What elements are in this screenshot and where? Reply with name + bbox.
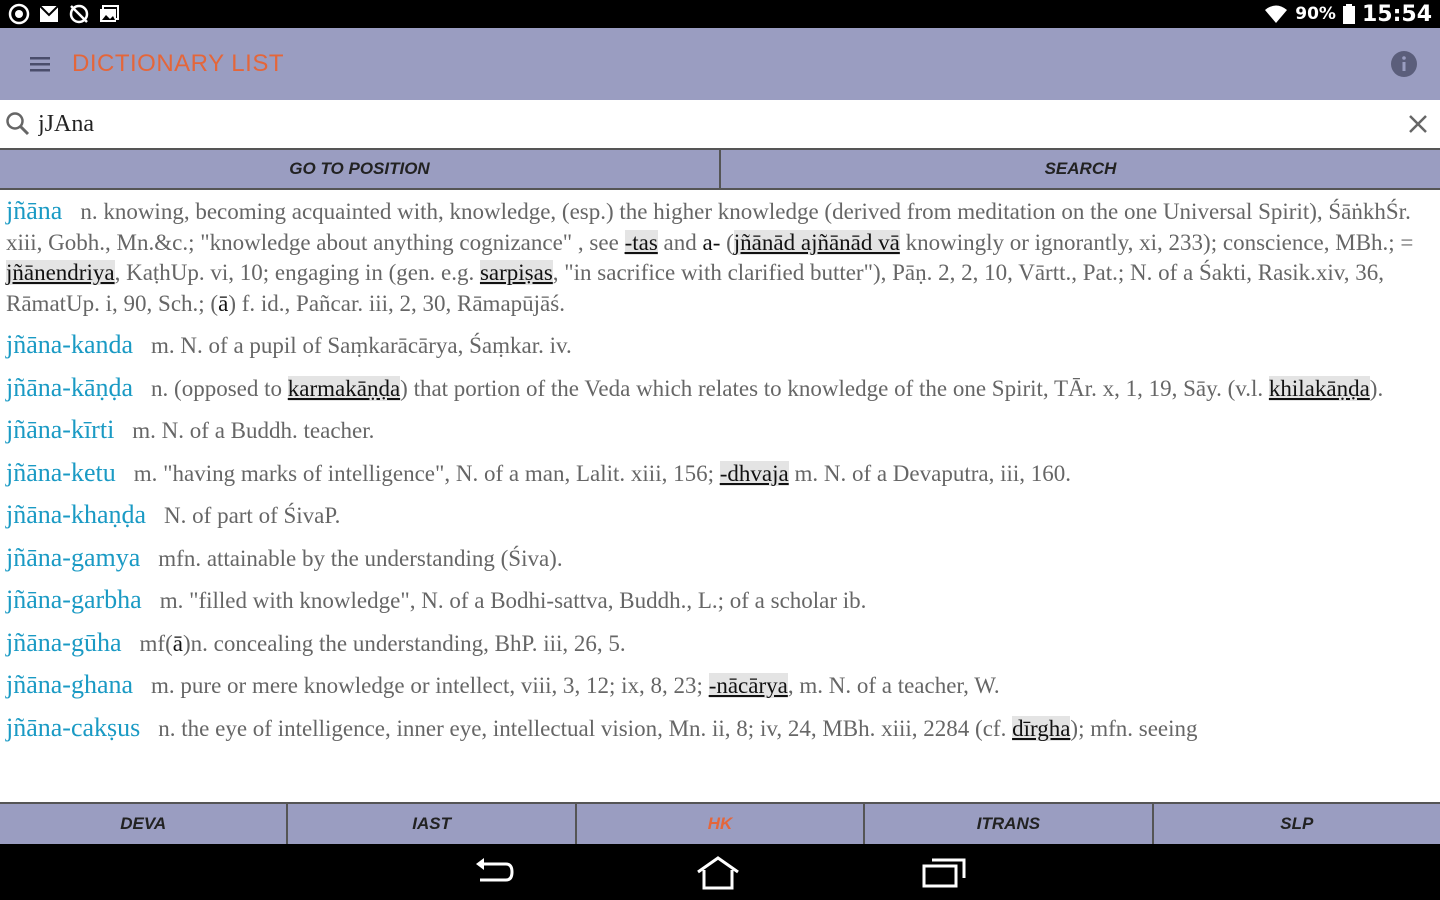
cross-reference-link[interactable]: khilakāṇḍa (1268, 375, 1370, 401)
page-title: DICTIONARY LIST (72, 50, 284, 77)
cross-reference-link[interactable]: jñānād ajñānād vā (733, 229, 900, 255)
headword-link[interactable]: jñāna (6, 196, 63, 225)
search-icon (4, 110, 32, 138)
emphasis-text: a- (702, 229, 721, 255)
definition-text: mf( (139, 630, 173, 656)
list-item[interactable] (0, 411, 1440, 454)
hamburger-icon (29, 55, 51, 73)
battery-percent: 90% (1295, 4, 1336, 24)
definition-text: m. N. of a Buddh. teacher. (132, 418, 375, 443)
emphasis-text: ā (172, 630, 183, 656)
recent-apps-icon[interactable] (920, 856, 968, 890)
definition-text: ) that portion of the Veda which relates to knowledge of the one Spirit, TĀr. x, 1, 19, Sāy. (v.l. (400, 375, 1269, 401)
photos-icon (98, 3, 120, 25)
definition-text: n. knowing, becoming acquainted with, knowledge, (esp.) the higher knowledge (derived from meditation on the one Universal Spirit), ŚāṅkhŚr. xiii, Gobh., Mn.&c.; "knowledge about anything cognizance" , see (6, 199, 1411, 255)
list-item[interactable] (0, 369, 1440, 412)
wifi-icon (1263, 3, 1289, 25)
close-icon[interactable] (1406, 112, 1430, 136)
headword-link[interactable]: jñāna-ghana (6, 670, 134, 699)
headword-link[interactable]: jñāna-gamya (6, 542, 141, 572)
script-button-deva[interactable]: DEVA (0, 804, 288, 844)
list-item[interactable] (0, 192, 1440, 326)
search-input[interactable] (38, 106, 1378, 142)
home-icon[interactable] (694, 856, 742, 890)
menu-button[interactable] (18, 48, 62, 80)
list-item[interactable] (0, 666, 1440, 709)
action-bar (0, 150, 1440, 190)
status-right (1263, 0, 1432, 28)
headword-link[interactable]: jñāna-ketu (6, 457, 116, 487)
list-item[interactable] (0, 624, 1440, 667)
list-item[interactable] (0, 581, 1440, 624)
battery-icon (1342, 3, 1356, 25)
headword-link[interactable]: jñāna-cakṣus (6, 712, 141, 742)
script-button-itrans[interactable]: ITRANS (865, 804, 1153, 844)
cross-reference-link[interactable]: dīrgha (1012, 715, 1071, 741)
list-item[interactable] (0, 454, 1440, 497)
cross-reference-link[interactable]: -tas (624, 229, 658, 255)
headword-link[interactable]: jñāna-gūha (6, 627, 122, 657)
script-button-iast[interactable]: IAST (288, 804, 576, 844)
definition-text: m. "filled with knowledge", N. of a Bodhi-sattva, Buddh., L.; of a scholar ib. (159, 588, 867, 613)
definition-text: , "in sacrifice with clarified butter"), Pāṇ. 2, 2, 10, Vārtt., Pat.; N. of a Śakti, Rasik.xiv, 36, RāmatUp. i, 90, Sch.; ( (6, 260, 1385, 316)
search-button[interactable]: SEARCH (721, 150, 1440, 190)
definition-text: m. N. of a Devaputra, iii, 160. (788, 460, 1072, 486)
definition-text: ); mfn. seeing (1070, 715, 1198, 741)
definition-text: N. of part of ŚivaP. (164, 503, 341, 528)
definition-text: m. N. of a pupil of Saṃkarācārya, Śaṃkar. iv. (151, 333, 572, 358)
cross-reference-link[interactable]: sarpiṣas (479, 260, 553, 285)
definition-text: )n. concealing the understanding, BhP. iii, 26, 5. (182, 630, 626, 656)
definition-text: m. "having marks of intelligence", N. of a man, Lalit. xiii, 156; (133, 460, 720, 486)
list-item[interactable] (0, 496, 1440, 539)
navigation-bar (0, 844, 1440, 900)
cross-reference-link[interactable]: karmakāṇḍa (287, 375, 401, 401)
script-selector (0, 802, 1440, 844)
status-bar (0, 0, 1440, 28)
list-item[interactable] (0, 709, 1440, 752)
go-to-position-button[interactable]: GO TO POSITION (0, 150, 721, 190)
dictionary-list[interactable] (0, 192, 1440, 802)
script-button-hk[interactable]: HK (577, 804, 865, 844)
definition-text: and (657, 229, 703, 255)
list-item[interactable] (0, 539, 1440, 582)
cross-reference-link[interactable]: -nācārya (708, 673, 788, 698)
definition-text: ( (720, 229, 734, 255)
headword-link[interactable]: jñāna-kīrti (6, 415, 115, 444)
gmail-icon (38, 3, 60, 25)
back-icon[interactable] (470, 856, 518, 890)
cross-reference-link[interactable]: jñānendriya (6, 260, 115, 285)
headword-link[interactable]: jñāna-garbha (6, 585, 142, 614)
definition-text: m. pure or mere knowledge or intellect, viii, 3, 12; ix, 8, 23; (151, 673, 709, 698)
definition-text: mfn. attainable by the understanding (Śiva). (158, 545, 563, 571)
script-button-slp[interactable]: SLP (1280, 814, 1314, 833)
emphasis-text: ā (218, 290, 229, 316)
target-icon (8, 3, 30, 25)
headword-link[interactable]: jñāna-khaṇḍa (6, 500, 147, 529)
app-bar (0, 28, 1440, 100)
clock: 15:54 (1361, 1, 1432, 27)
definition-text: knowingly or ignorantly, xi, 233); conscience, MBh.; = (899, 229, 1414, 255)
definition-text: , m. N. of a teacher, W. (787, 673, 1000, 698)
sync-off-icon (68, 3, 90, 25)
definition-text: ). (1369, 375, 1384, 401)
headword-link[interactable]: jñāna-kanda (6, 330, 134, 359)
headword-link[interactable]: jñāna-kāṇḍa (6, 372, 134, 402)
definition-text: n. (opposed to (151, 375, 288, 401)
definition-text: n. the eye of intelligence, inner eye, intellectual vision, Mn. ii, 8; iv, 24, MBh. xiii, 2284 (cf. (158, 715, 1013, 741)
info-icon[interactable] (1390, 50, 1418, 78)
definition-text: , KaṭhUp. vi, 10; engaging in (gen. e.g. (114, 260, 480, 285)
notification-icons (8, 3, 120, 25)
definition-text: ) f. id., Pañcar. iii, 2, 30, Rāmapūjāś. (228, 290, 565, 316)
list-item[interactable] (0, 326, 1440, 369)
cross-reference-link[interactable]: -dhvaja (719, 460, 789, 486)
search-row (0, 100, 1440, 150)
